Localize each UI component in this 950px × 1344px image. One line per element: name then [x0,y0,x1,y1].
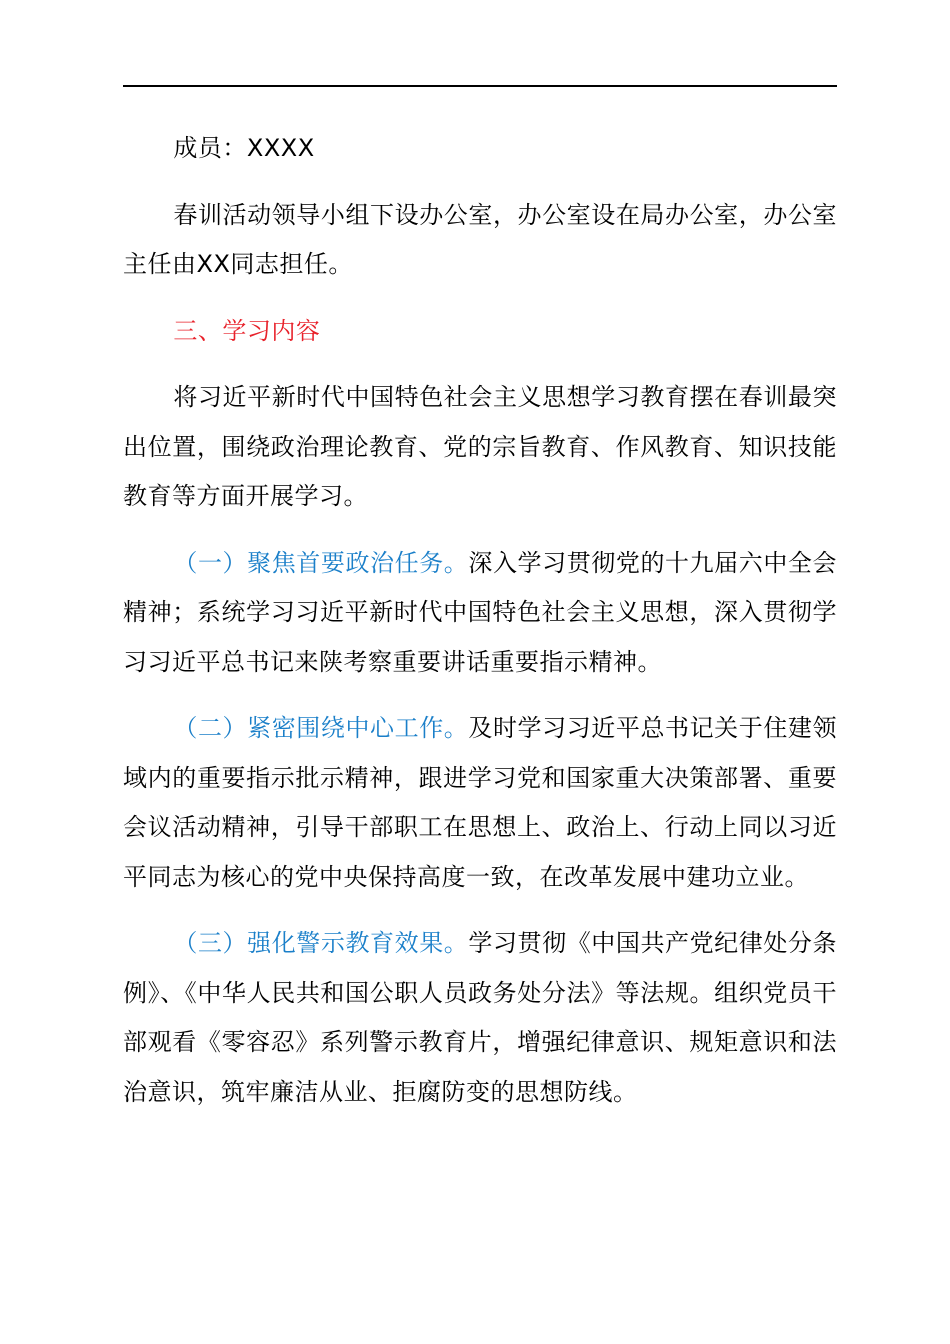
intro-paragraph: 将习近平新时代中国特色社会主义思想学习教育摆在春训最突出位置，围绕政治理论教育、党的宗旨教育、作风教育、知识技能教育等方面开展学习。 [123,383,837,510]
item-2-heading: （二）紧密围绕中心工作。 [173,714,469,742]
item-3-body: 学习贯彻《中国共产党纪律处分条例》、《中华人民共和国公职人员政务处分法》等法规。组织党员干部观看《零容忍》系列警示教育片，增强纪律意识、规矩意识和法治意识，筑牢廉洁从业、拒腐防变的思想防线。 [123,929,838,1106]
item-2-body: 及时学习习近平总书记关于住建领域内的重要指示批示精神，跟进学习党和国家重大决策部署、重要会议活动精神，引导干部职工在思想上、政治上、行动上同以习近平同志为核心的党中央保持高度一致，在改革发展中建功立业。 [123,714,838,891]
item-1-heading: （一）聚焦首要政治任务。 [173,548,469,577]
section-heading: 三、学习内容 [173,316,321,345]
item-1-paragraph [123,539,837,688]
document-body [123,124,837,1117]
item-2-paragraph [123,704,837,902]
office-paragraph: 春训活动领导小组下设办公室，办公室设在局办公室，办公室主任由XX同志担任。 [123,200,837,278]
members-line: 成员：XXXX [173,134,315,162]
item-3-heading: （三）强化警示教育效果。 [173,929,469,957]
header-divider [123,85,837,87]
item-1-body: 深入学习贯彻党的十九届六中全会精神；系统学习习近平新时代中国特色社会主义思想，深入贯彻学习习近平总书记来陕考察重要讲话重要指示精神。 [123,548,838,676]
item-3-paragraph [123,919,837,1117]
